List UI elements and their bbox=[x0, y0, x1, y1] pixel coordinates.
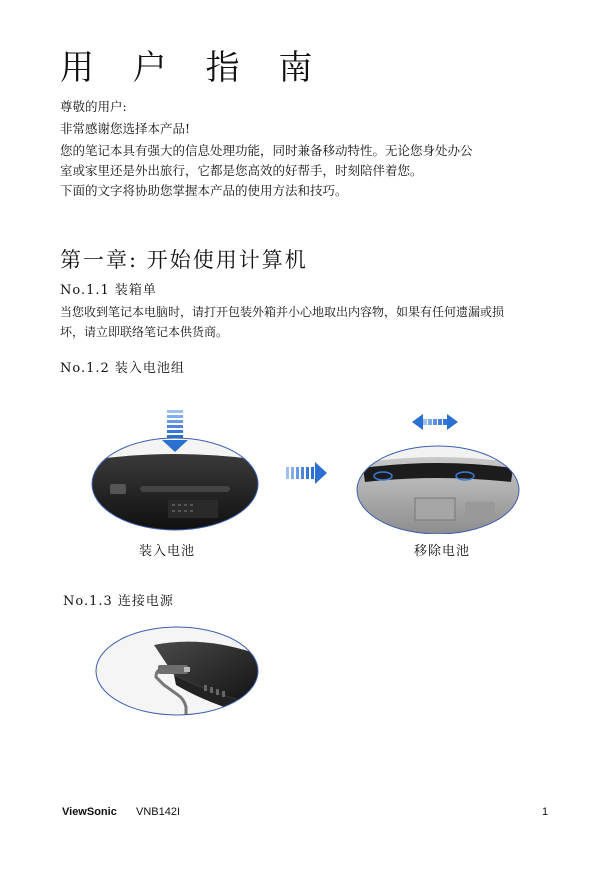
battery-remove-illustration bbox=[355, 410, 521, 534]
caption-install-battery: 装入电池 bbox=[139, 544, 196, 559]
section-1-3-heading: No.1.3 连接电源 bbox=[63, 594, 174, 609]
intro-greeting: 尊敬的用户: bbox=[60, 99, 127, 114]
section-1-1-heading: No.1.1 装箱单 bbox=[60, 283, 157, 298]
intro-line-1: 您的笔记本具有强大的信息处理功能，同时兼备移动特性。无论您身处办公 bbox=[60, 143, 473, 158]
page-number: 1 bbox=[542, 806, 549, 818]
right-arrow-icon bbox=[286, 462, 328, 484]
footer-brand: ViewSonic bbox=[62, 806, 117, 818]
section-1-1-line-2: 坏，请立即联络笔记本供货商。 bbox=[60, 325, 229, 339]
chapter-heading: 第一章: 开始使用计算机 bbox=[60, 248, 308, 272]
battery-install-illustration bbox=[90, 408, 260, 532]
section-1-1-line-1: 当您收到笔记本电脑时，请打开包装外箱并小心地取出内容物，如果有任何遗漏或损 bbox=[60, 305, 505, 319]
caption-remove-battery: 移除电池 bbox=[414, 544, 471, 559]
power-connection-illustration bbox=[94, 625, 260, 717]
page-title: 用 户 指 南 bbox=[60, 48, 327, 88]
section-1-2-heading: No.1.2 装入电池组 bbox=[60, 361, 185, 376]
intro-thanks: 非常感谢您选择本产品! bbox=[60, 121, 191, 136]
left-right-arrow-icon bbox=[412, 414, 458, 430]
intro-line-2: 室或家里还是外出旅行，它都是您高效的好帮手，时刻陪伴着您。 bbox=[60, 163, 423, 178]
intro-line-3: 下面的文字将协助您掌握本产品的使用方法和技巧。 bbox=[60, 183, 348, 198]
footer-model: VNB142I bbox=[136, 806, 181, 818]
